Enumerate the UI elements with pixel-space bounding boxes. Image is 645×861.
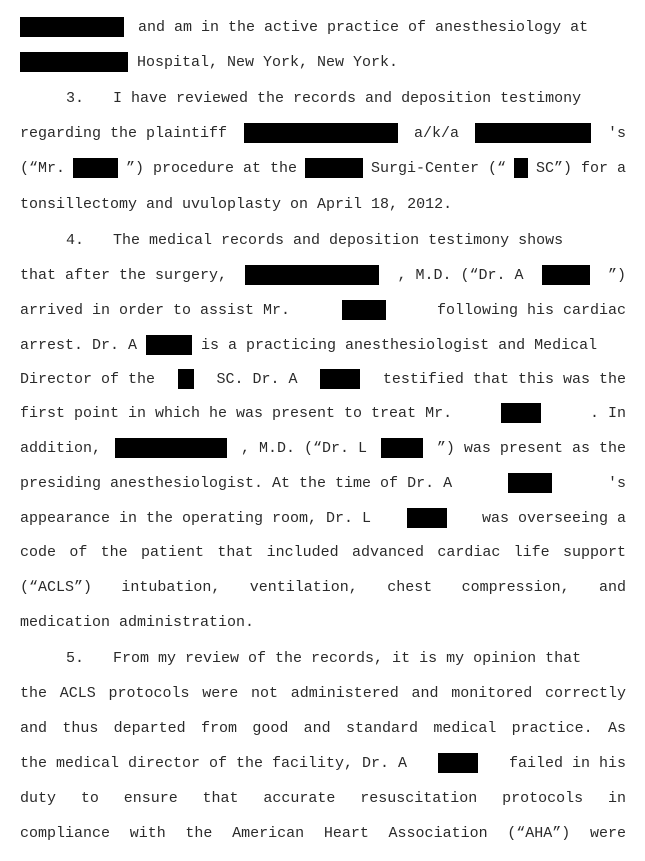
text-segment: and thus departed from good and standard medical practice. As bbox=[20, 719, 626, 737]
text-line bbox=[20, 229, 626, 251]
text-line bbox=[20, 16, 626, 38]
text-line bbox=[20, 51, 626, 73]
text-segment: and am in the active practice of anesthesiology at bbox=[138, 18, 589, 36]
text-segment: , M.D. (“Dr. A bbox=[397, 266, 524, 284]
text-line bbox=[20, 437, 626, 459]
text-segment: arrived in order to assist Mr. bbox=[20, 301, 291, 319]
text-line bbox=[20, 822, 626, 844]
redaction-bar bbox=[407, 508, 447, 528]
text-line bbox=[20, 507, 626, 529]
paragraph-number: 4. bbox=[66, 231, 85, 249]
text-segment: SC. Dr. A bbox=[216, 370, 298, 388]
text-segment: a/k/a bbox=[413, 124, 459, 142]
text-segment: the ACLS protocols were not administered and monitored correctly bbox=[20, 684, 626, 702]
redaction-bar bbox=[438, 753, 478, 773]
text-segment: ”) bbox=[607, 266, 626, 284]
text-segment: tonsillectomy and uvuloplasty on April 18, 2012. bbox=[20, 195, 453, 213]
text-segment: compliance with the American Heart Association (“AHA”) were bbox=[20, 824, 626, 842]
text-segment: ”) was present as the bbox=[436, 439, 626, 457]
text-line bbox=[20, 717, 626, 739]
text-segment: , M.D. (“Dr. L bbox=[240, 439, 367, 457]
redaction-bar bbox=[305, 158, 363, 178]
text-segment: Hospital, New York, New York. bbox=[137, 53, 399, 71]
text-segment: (“ACLS”) intubation, ventilation, chest compression, and bbox=[20, 578, 626, 596]
text-segment: duty to ensure that accurate resuscitation protocols in bbox=[20, 789, 626, 807]
text-line bbox=[20, 368, 626, 390]
text-segment: ”) procedure at the bbox=[125, 159, 298, 177]
text-segment: following his cardiac bbox=[436, 301, 626, 319]
redaction-bar bbox=[514, 158, 528, 178]
redaction-bar bbox=[178, 369, 194, 389]
text-line bbox=[20, 87, 626, 109]
text-segment: is a practicing anesthesiologist and Medical bbox=[201, 336, 598, 354]
redaction-bar bbox=[244, 123, 398, 143]
text-segment: testified that this was the bbox=[382, 370, 626, 388]
text-segment: addition, bbox=[20, 439, 102, 457]
text-segment: was overseeing a bbox=[481, 509, 626, 527]
redaction-bar bbox=[508, 473, 552, 493]
text-segment: regarding the plaintiff bbox=[20, 124, 228, 142]
redaction-bar bbox=[20, 52, 128, 72]
redaction-bar bbox=[73, 158, 118, 178]
paragraph-number: 5. bbox=[66, 649, 85, 667]
redaction-bar bbox=[20, 17, 124, 37]
text-segment: The medical records and deposition testimony shows bbox=[113, 231, 564, 249]
text-line bbox=[20, 402, 626, 424]
text-line bbox=[20, 576, 626, 598]
text-segment: appearance in the operating room, Dr. L bbox=[20, 509, 372, 527]
text-segment: . In bbox=[589, 404, 626, 422]
redaction-bar bbox=[381, 438, 423, 458]
redaction-bar bbox=[245, 265, 379, 285]
text-segment: Director of the bbox=[20, 370, 156, 388]
text-segment: that after the surgery, bbox=[20, 266, 228, 284]
text-segment: presiding anesthesiologist. At the time of Dr. A bbox=[20, 474, 453, 492]
text-segment: I have reviewed the records and deposition testimony bbox=[113, 89, 582, 107]
text-line bbox=[20, 157, 626, 179]
text-segment: code of the patient that included advanced cardiac life support bbox=[20, 543, 626, 561]
text-line bbox=[20, 334, 626, 356]
text-segment: Surgi-Center (“ bbox=[370, 159, 507, 177]
text-line bbox=[20, 787, 626, 809]
text-line bbox=[20, 752, 626, 774]
text-segment: the medical director of the facility, Dr. A bbox=[20, 754, 408, 772]
text-segment: failed in his bbox=[508, 754, 626, 772]
redaction-bar bbox=[146, 335, 192, 355]
text-line bbox=[20, 472, 626, 494]
text-line bbox=[20, 122, 626, 144]
text-line bbox=[20, 299, 626, 321]
text-segment: From my review of the records, it is my opinion that bbox=[113, 649, 582, 667]
redaction-bar bbox=[320, 369, 360, 389]
redaction-bar bbox=[115, 438, 227, 458]
text-segment: first point in which he was present to treat Mr. bbox=[20, 404, 453, 422]
paragraph-number: 3. bbox=[66, 89, 85, 107]
redaction-bar bbox=[475, 123, 591, 143]
redaction-bar bbox=[342, 300, 386, 320]
redaction-bar bbox=[542, 265, 590, 285]
text-line bbox=[20, 193, 626, 215]
text-line bbox=[20, 541, 626, 563]
redaction-bar bbox=[501, 403, 541, 423]
text-line bbox=[20, 682, 626, 704]
text-segment: arrest. Dr. A bbox=[20, 336, 138, 354]
text-segment: 's bbox=[607, 474, 626, 492]
text-line bbox=[20, 264, 626, 286]
text-segment: 's bbox=[607, 124, 626, 142]
text-segment: (“Mr. bbox=[20, 159, 66, 177]
text-line bbox=[20, 647, 626, 669]
text-segment: SC”) for a bbox=[535, 159, 626, 177]
text-line bbox=[20, 611, 626, 633]
text-segment: medication administration. bbox=[20, 613, 255, 631]
